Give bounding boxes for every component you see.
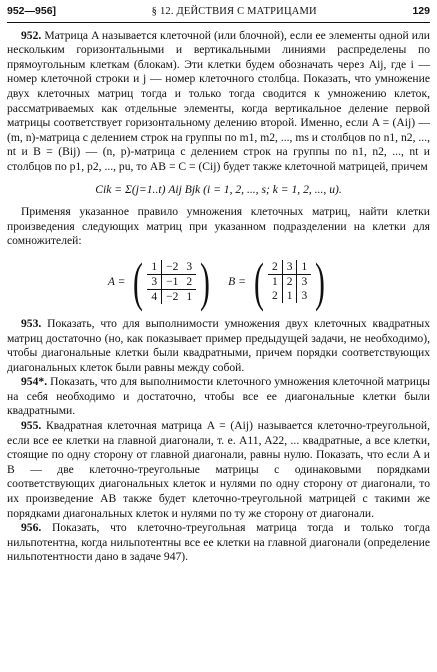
- problem-952-task: Применяя указанное правило умножения клеточных матриц, найти клетки произведения следующих матриц при указанном подразделении на клетки для сомножителей:: [7, 205, 430, 248]
- matrix-b-table: [268, 260, 311, 303]
- cell: 2: [182, 274, 196, 289]
- cell: 2: [271, 290, 278, 303]
- cell: 2: [282, 275, 297, 290]
- problem-956: [7, 521, 430, 565]
- matrix-a-label: A =: [107, 274, 126, 288]
- matrix-b: B = ( 2 3 1 1 2 3 2 1 3 ): [228, 251, 326, 312]
- problem-952: [7, 29, 430, 175]
- cell: 3: [147, 274, 161, 289]
- book-page: [7, 0, 430, 565]
- problem-text: Показать, что клеточно-треугольная матрица тогда и только тогда нильпотентна, когда нильпотентны все ее клетки на главной диагонали (определение нильпотентности дано в задаче 947).: [7, 521, 430, 564]
- problem-number: 955.: [21, 419, 42, 433]
- problem-text: Матрица A называется клеточной (или блочной), если ее элементы одной или нескольким горизонтальными и вертикальными линиями распределены по прямоугольным клеткам (блокам). Эти клетки будем обозначать через Aij, где i — номер клеточной строки и j — номер клеточного столбца. Показать, что умножение двух клеточных матриц тогда и только тогда сводится к умножению клеток, рассматриваемых как отдельные элементы, когда вертикальное деление первой матрицы соответствует горизонтальному делению второй. Именно, если A = (Aij) — (m, n)-матрица с делением строк на группы по m1, m2, ..., ms и столбцов по n1, n2, ..., nt и B = (Bij) — (n, p)-матрица с делением строк на группы по n1, n2, ..., nt и столбцов по p1, p2, ..., pu, то AB = C = (Cij) будет также клеточной матрицей, причем: [7, 28, 430, 173]
- problem-text: Квадратная клеточная матрица A = (Aij) называется клеточно-треугольной, если все ее клетки на главной диагонали, т. е. A11, A22, ... квадратные, а все клетки, стоящие по одну сторону от главной диагонали, равны нулю. Показать, что если A и B — две клеточно-треугольные матрицы с одинаковыми порядками соответствующих диагональных клеток и нулями по одну сторону от диагонали, то их произведение AB также будет клеточно-треугольной матрицей с такими же порядками диагональных клеток и нулями по ту же сторону от диагонали.: [7, 419, 430, 520]
- running-header: [7, 4, 430, 23]
- problem-number: 954*.: [21, 375, 48, 389]
- problem-text: Показать, что для выполнимости умножения двух клеточных квадратных матриц достаточно (но, как показывает пример предыдущей задачи, не необходимо), чтобы диагональные клетки были квадратными, причем порядки соответствующих диагональных клеток были равны между собой.: [7, 316, 430, 374]
- matrix-a: A = ( 1 −2 3 3 −1 2 4 −2 1 ): [107, 251, 211, 312]
- problem-number: 953.: [21, 316, 42, 330]
- cell: 4: [151, 290, 158, 303]
- problem-number: 956.: [21, 521, 42, 535]
- problem-954: [7, 375, 430, 419]
- problem-955: [7, 419, 430, 521]
- matrix-b-label: B =: [228, 274, 246, 288]
- cell: −1: [162, 274, 183, 289]
- cell: −2: [162, 289, 183, 304]
- header-page-number: 129: [412, 5, 430, 17]
- cell: 3: [182, 260, 196, 275]
- matrix-a-table: [147, 260, 196, 304]
- cell: 3: [282, 260, 297, 275]
- header-section-title: § 12. ДЕЙСТВИЯ С МАТРИЦАМИ: [151, 6, 317, 17]
- problem-text: Показать, что для выполнимости клеточного умножения клеточной матрицы на себя необходимо и достаточно, чтобы все ее диагональные клетки были квадратными.: [7, 375, 430, 418]
- cell: 1: [282, 289, 297, 303]
- cell: 3: [297, 289, 311, 303]
- cell: 1: [147, 260, 161, 275]
- header-problem-range: 952—956]: [7, 5, 57, 17]
- cell: 3: [297, 275, 311, 290]
- cell: −2: [162, 260, 183, 275]
- problem-953: [7, 317, 430, 375]
- matrices-row: [7, 251, 430, 312]
- cell: 1: [271, 276, 278, 289]
- problem-number: 952.: [21, 28, 42, 42]
- cell: 2: [268, 260, 282, 275]
- cell: 1: [297, 260, 311, 275]
- cell: 1: [186, 290, 193, 303]
- formula-cik: Cik = Σ(j=1..t) Aij Bjk (i = 1, 2, ..., s; k = 1, 2, ..., u).: [95, 182, 342, 196]
